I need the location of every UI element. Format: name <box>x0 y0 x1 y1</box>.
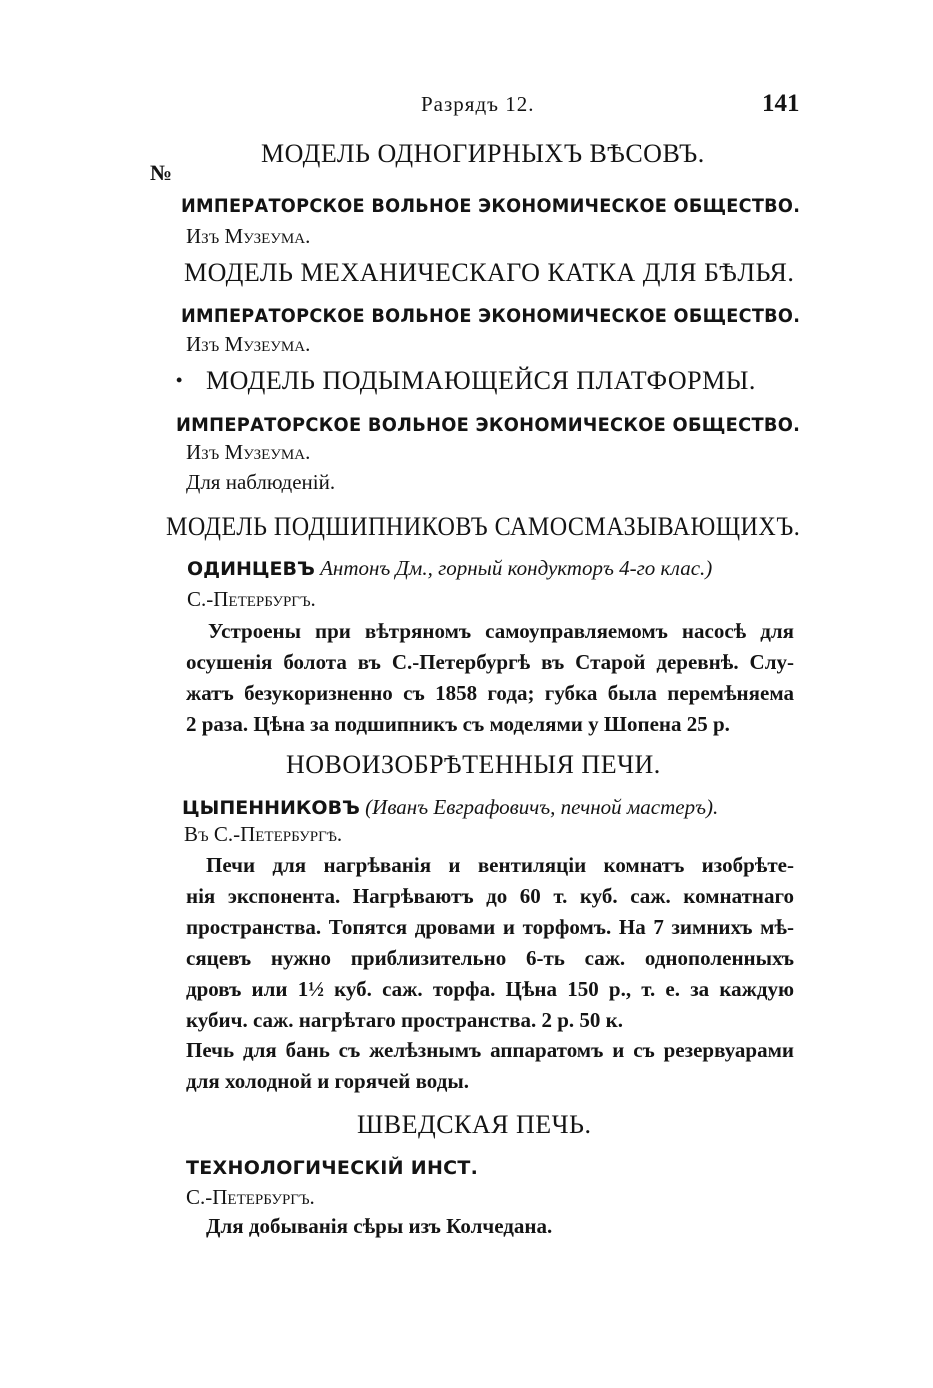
entry-exhibitor-line <box>187 556 712 581</box>
entry-title: МОДЕЛЬ ПОДШИПНИКОВЪ САМОСМАЗЫВАЮЩИХЪ. <box>166 512 801 541</box>
entry-origin: Изъ Музеума. <box>186 224 311 248</box>
entry-description-second <box>186 1035 794 1097</box>
entry-note: Для добыванія сѣры изъ Колчедана. <box>206 1214 553 1238</box>
description-line: нія экспонента. Нагрѣваютъ до 60 т. куб. саж. комнатнаго <box>186 884 794 908</box>
description-line: 2 раза. Цѣна за подшипникъ съ моделями у Шопена 25 р. <box>186 712 730 736</box>
exhibitor-name: ЦЫПЕННИКОВЪ <box>182 797 360 819</box>
entry-title: МОДЕЛЬ ОДНОГИРНЫХЪ ВѢСОВЪ. <box>261 139 705 168</box>
running-header-section: Разрядъ 12. <box>421 92 535 116</box>
entry-exhibitor: ТЕХНОЛОГИЧЕСКІЙ ИНСТ. <box>186 1157 479 1179</box>
entry-origin: Изъ Музеума. <box>186 440 311 464</box>
exhibitor-detail: (Иванъ Евграфовичъ, печной мастеръ). <box>365 795 719 819</box>
description-line: для холодной и горячей воды. <box>186 1069 469 1093</box>
description-line: Устроены при вѣтряномъ самоуправляемомъ насосѣ для <box>208 619 794 643</box>
description-line: Печи для нагрѣванія и вентиляціи комнатъ изобрѣте- <box>206 853 794 877</box>
description-line: кубич. саж. нагрѣтаго пространства. 2 р. 50 к. <box>186 1008 623 1032</box>
entry-exhibitor-line <box>182 795 718 820</box>
description-line: сяцевъ нужно приблизительно 6-ть саж. однополенныхъ <box>186 946 794 970</box>
entry-title: ШВЕДСКАЯ ПЕЧЬ. <box>357 1110 592 1139</box>
entry-origin: С.-Петербургъ. <box>187 587 316 611</box>
entry-origin: Изъ Музеума. <box>186 332 311 356</box>
entry-exhibitor: ИМПЕРАТОРСКОЕ ВОЛЬНОЕ ЭКОНОМИЧЕСКОЕ ОБЩЕСТВО. <box>181 305 801 327</box>
entry-description <box>186 616 794 740</box>
description-line: дровъ или 1½ куб. саж. торфа. Цѣна 150 р., т. е. за каждую <box>186 977 794 1001</box>
exhibitor-name: ОДИНЦЕВЪ <box>187 558 315 580</box>
description-line: Печь для бань съ желѣзнымъ аппаратомъ и съ резервуарами <box>186 1038 794 1062</box>
entry-title: НОВОИЗОБРѢТЕННЫЯ ПЕЧИ. <box>286 750 661 779</box>
description-line: осушенія болота въ С.-Петербургѣ въ Старой деревнѣ. Слу- <box>186 650 794 674</box>
entry-origin: С.-Петербургъ. <box>186 1185 315 1209</box>
description-line: пространства. Топятся дровами и торфомъ. На 7 зимнихъ мѣ- <box>186 915 794 939</box>
bullet-mark: • <box>176 370 183 390</box>
page-number: 141 <box>762 90 800 117</box>
entry-exhibitor: ИМПЕРАТОРСКОЕ ВОЛЬНОЕ ЭКОНОМИЧЕСКОЕ ОБЩЕСТВО. <box>176 414 801 436</box>
margin-number-mark: № <box>150 160 173 185</box>
entry-description <box>186 850 794 1036</box>
description-line: жатъ безукоризненно съ 1858 года; губка была перемѣняема <box>186 681 794 705</box>
entry-title: МОДЕЛЬ МЕХАНИЧЕСКАГО КАТКА ДЛЯ БѢЛЬЯ. <box>184 258 795 287</box>
entry-title: МОДЕЛЬ ПОДЫМАЮЩЕЙСЯ ПЛАТФОРМЫ. <box>206 366 756 395</box>
entry-origin: Въ С.-Петербургѣ. <box>184 822 343 846</box>
entry-note: Для наблюденій. <box>186 470 336 494</box>
exhibitor-detail: Антонъ Дм., горный кондукторъ 4-го клас.) <box>320 556 713 580</box>
entry-exhibitor: ИМПЕРАТОРСКОЕ ВОЛЬНОЕ ЭКОНОМИЧЕСКОЕ ОБЩЕСТВО. <box>181 195 801 217</box>
